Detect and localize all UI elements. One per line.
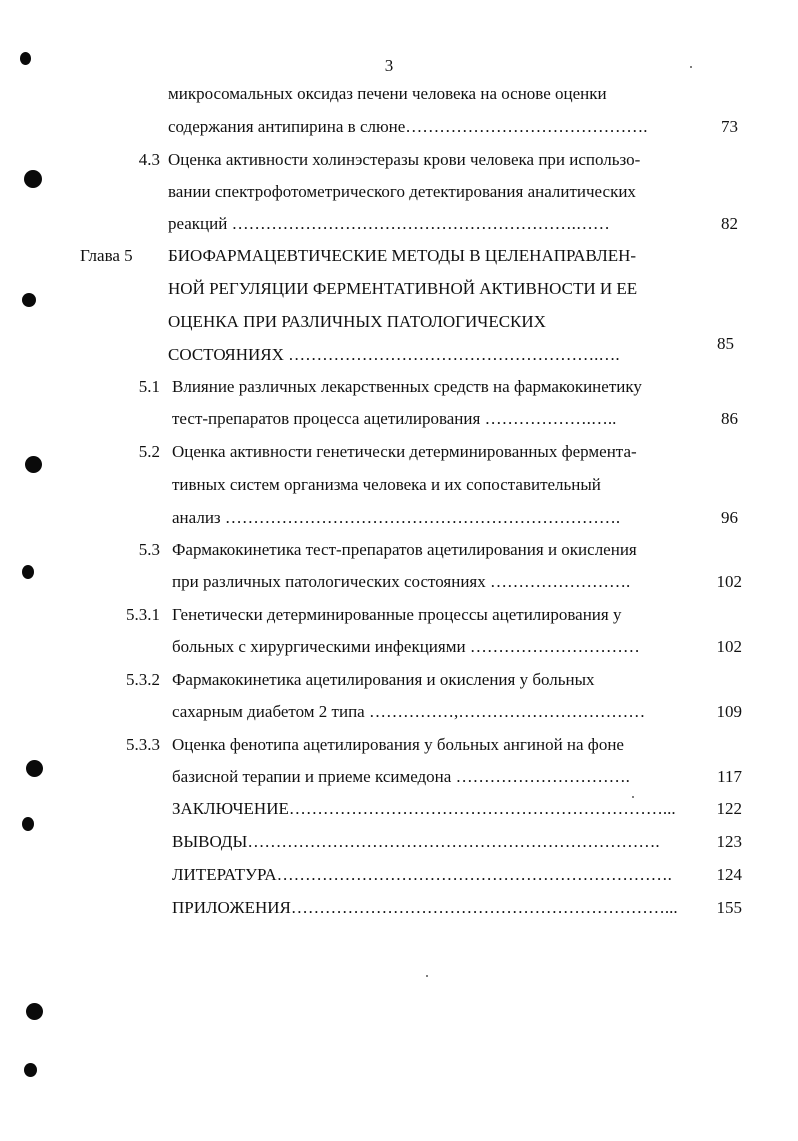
toc-entry-text: вании спектрофотометрического детектирования аналитических [168, 182, 636, 201]
toc-chapter-title: БИОФАРМАЦЕВТИЧЕСКИЕ МЕТОДЫ В ЦЕЛЕНАПРАВЛЕН- [168, 246, 637, 265]
toc-entry-text: содержания антипирина в слюне……………………………………. [168, 117, 648, 136]
page-number: 3 [384, 56, 394, 75]
toc-page-number: 155 [716, 898, 742, 917]
toc-entry-text: тест-препаратов процесса ацетилирования ……………….….. [172, 409, 617, 428]
toc-section-number: 5.1 [138, 377, 160, 396]
punch-hole [26, 1003, 43, 1020]
toc-entry-text: Фармакокинетика тест-препаратов ацетилирования и окисления [172, 540, 637, 559]
toc-entry-text: базисной терапии и приеме ксимедона …………………………. [172, 767, 630, 786]
toc-page-number: 85 [717, 334, 734, 353]
toc-entry-text: при различных патологических состояниях ……………………. [172, 572, 631, 591]
toc-page-number: 102 [716, 572, 742, 591]
toc-entry-text: тивных систем организма человека и их сопоставительный [172, 475, 601, 494]
toc-entry-text: Генетически детерминированные процессы ацетилирования у [172, 605, 622, 624]
toc-page-number: 86 [721, 409, 738, 428]
toc-page-number: 102 [716, 637, 742, 656]
toc-entry-text: Влияние различных лекарственных средств на фармакокинетику [172, 377, 642, 396]
toc-chapter-title: ОЦЕНКА ПРИ РАЗЛИЧНЫХ ПАТОЛОГИЧЕСКИХ [168, 312, 546, 331]
toc-entry-text: реакций …………………………………………………….…… [168, 214, 610, 233]
toc-entry-text: Оценка активности холинэстеразы крови человека при использо- [168, 150, 641, 169]
toc-entry-text: ВЫВОДЫ………………………………………………………………. [172, 832, 660, 851]
toc-section-number: 5.3.2 [126, 670, 160, 689]
toc-chapter-title: СОСТОЯНИЯХ ……………………………………………….…. [168, 345, 620, 364]
toc-entry-text: Оценка фенотипа ацетилирования у больных ангиной на фоне [172, 735, 624, 754]
punch-hole [22, 565, 34, 579]
toc-entry-text: микросомальных оксидаз печени человека на основе оценки [168, 84, 607, 103]
punch-hole [22, 817, 34, 831]
toc-chapter-number: Глава 5 [80, 246, 133, 265]
punch-hole [24, 1063, 37, 1077]
punch-hole [25, 456, 42, 473]
toc-page-number: 124 [716, 865, 742, 884]
punch-hole [26, 760, 43, 777]
toc-section-number: 5.3.3 [126, 735, 160, 754]
toc-chapter-title: НОЙ РЕГУЛЯЦИИ ФЕРМЕНТАТИВНОЙ АКТИВНОСТИ И ЕЕ [168, 279, 638, 298]
toc-page-number: 117 [717, 767, 742, 786]
toc-page-number: 122 [716, 799, 742, 818]
toc-section-number: 5.3 [138, 540, 160, 559]
toc-entry-text: сахарным диабетом 2 типа ……………,…………………………… [172, 702, 646, 721]
punch-hole [22, 293, 36, 307]
toc-page-number: 123 [716, 832, 742, 851]
toc-page-number: 96 [721, 508, 738, 527]
toc-entry-text: ЛИТЕРАТУРА……………………………………………………………. [172, 865, 672, 884]
toc-page-number: 109 [716, 702, 742, 721]
toc-section-number: 4.3 [138, 150, 160, 169]
toc-entry-text: больных с хирургическими инфекциями ………………………… [172, 637, 640, 656]
toc-section-number: 5.2 [138, 442, 160, 461]
scan-speck [426, 975, 428, 977]
toc-entry-text: ЗАКЛЮЧЕНИЕ…………………………………………………………... [172, 799, 676, 818]
toc-entry-text: Оценка активности генетически детерминированных фермента- [172, 442, 637, 461]
toc-section-number: 5.3.1 [126, 605, 160, 624]
toc-entry-text: Фармакокинетика ацетилирования и окисления у больных [172, 670, 595, 689]
scan-speck [632, 796, 634, 798]
toc-page-number: 73 [721, 117, 738, 136]
punch-hole [24, 170, 42, 188]
toc-entry-text: ПРИЛОЖЕНИЯ…………………………………………………………... [172, 898, 678, 917]
toc-page-number: 82 [721, 214, 738, 233]
toc-entry-text: анализ ……………………………………………………………. [172, 508, 621, 527]
